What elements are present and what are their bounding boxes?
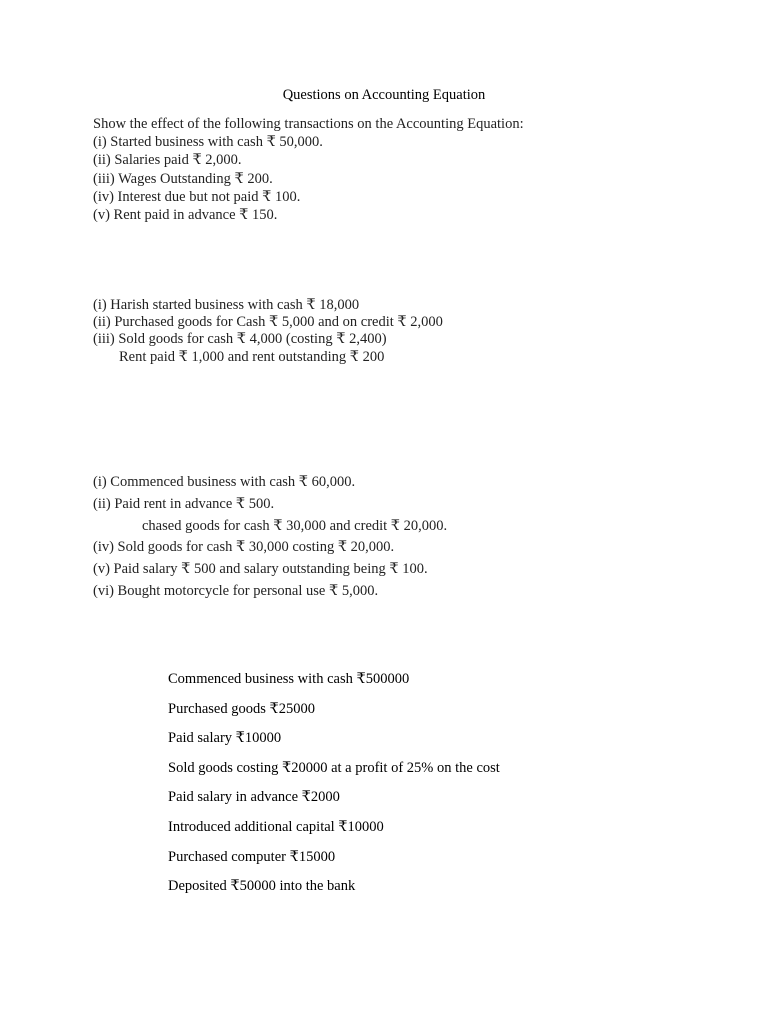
question-2-item: Rent paid ₹ 1,000 and rent outstanding ₹ 200 [119, 348, 385, 365]
question-4-item: Paid salary ₹10000 [168, 730, 282, 747]
question-3-item: (iv) Sold goods for cash ₹ 30,000 costing ₹ 20,000. [93, 539, 395, 556]
question-2-item: (iii) Sold goods for cash ₹ 4,000 (costing ₹ 2,400) [93, 331, 387, 348]
question-1-instruction: Show the effect of the following transactions on the Accounting Equation: [93, 116, 524, 132]
question-4-item: Deposited ₹50000 into the bank [168, 878, 356, 895]
question-1-item: (ii) Salaries paid ₹ 2,000. [93, 152, 242, 169]
question-1-item: (i) Started business with cash ₹ 50,000. [93, 134, 323, 151]
question-1-item: (iv) Interest due but not paid ₹ 100. [93, 188, 301, 205]
question-4-item: Introduced additional capital ₹10000 [168, 818, 384, 835]
question-1-item: (iii) Wages Outstanding ₹ 200. [93, 170, 273, 187]
question-3-block [93, 472, 447, 603]
question-4-item: Paid salary in advance ₹2000 [168, 789, 340, 806]
question-2-block [93, 297, 443, 366]
question-3-item: (ii) Paid rent in advance ₹ 500. [93, 495, 275, 512]
question-4-block [168, 665, 500, 902]
question-4-item: Commenced business with cash ₹500000 [168, 671, 410, 687]
question-2-item: (ii) Purchased goods for Cash ₹ 5,000 and on credit ₹ 2,000 [93, 314, 443, 331]
question-4-item: Sold goods costing ₹20000 at a profit of 25% on the cost [168, 759, 500, 776]
question-3-item: (vi) Bought motorcycle for personal use ₹ 5,000. [93, 582, 379, 599]
question-4-item: Purchased computer ₹15000 [168, 848, 336, 865]
question-4-item: Purchased goods ₹25000 [168, 700, 315, 717]
question-2-item: (i) Harish started business with cash ₹ 18,000 [93, 297, 360, 313]
question-1-block [93, 115, 524, 224]
question-3-item: (i) Commenced business with cash ₹ 60,000. [93, 474, 356, 490]
question-1-item: (v) Rent paid in advance ₹ 150. [93, 206, 278, 223]
question-3-item: (v) Paid salary ₹ 500 and salary outstanding being ₹ 100. [93, 561, 428, 578]
question-3-item: chased goods for cash ₹ 30,000 and credit ₹ 20,000. [142, 517, 448, 534]
page-title: Questions on Accounting Equation [282, 87, 486, 103]
